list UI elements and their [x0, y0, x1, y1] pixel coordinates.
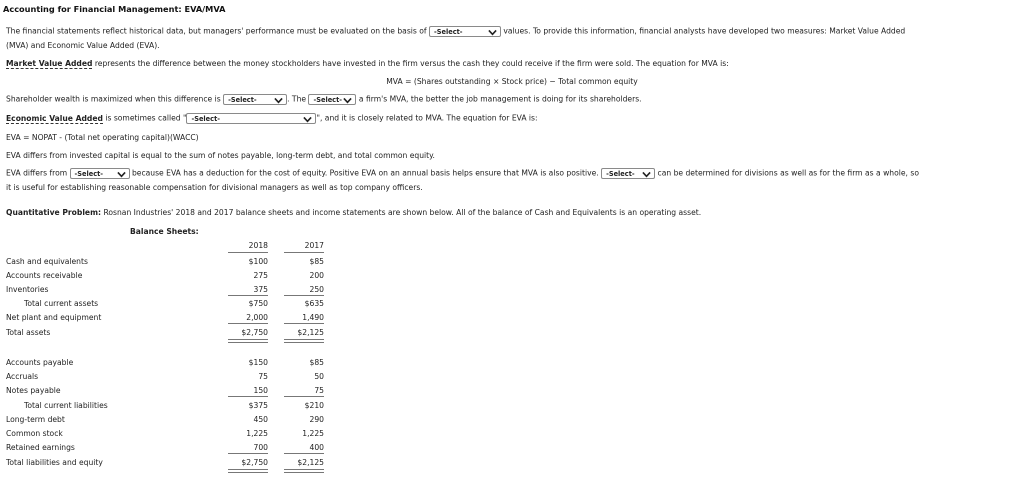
page-title: Accounting for Financial Management: EVA/MVA: [3, 4, 226, 14]
subtotal-rule: [228, 396, 268, 397]
value-2017: $210: [304, 401, 324, 410]
row-label: Accruals: [6, 372, 39, 381]
eva-text-before: is sometimes called ": [105, 113, 187, 123]
subtotal-rule: [284, 295, 324, 296]
value-2018: 275: [253, 271, 268, 280]
quantitative-text: Rosnan Industries' 2018 and 2017 balance sheets and income statements are shown below. All of the balance of Cash and Equivalents is an operating asset.: [103, 208, 702, 217]
intro-paragraph-line2: (MVA) and Economic Value Added (EVA).: [6, 41, 160, 50]
value-2018: 700: [253, 443, 268, 452]
value-2018: 2,000: [246, 313, 268, 322]
value-2018: 1,225: [246, 429, 268, 438]
quantitative-label: Quantitative Problem:: [6, 208, 102, 217]
column-header-2017: 2017: [304, 241, 324, 250]
value-2017: $85: [309, 257, 324, 266]
shareholder-wealth-line: [6, 94, 642, 105]
value-2017: $85: [309, 358, 324, 367]
total-double-rule: [284, 339, 324, 343]
total-double-rule: [228, 339, 268, 343]
total-double-rule: [228, 469, 268, 473]
value-2018: $150: [248, 358, 268, 367]
subtotal-rule: [284, 453, 324, 454]
balance-sheet-title: Balance Sheets:: [130, 227, 199, 236]
basis-values-select[interactable]: [429, 26, 501, 37]
mva-size-select[interactable]: [308, 94, 356, 105]
wealth-text-mid: . The: [287, 94, 307, 104]
intro-paragraph-line1: [6, 26, 905, 37]
row-label: Accounts receivable: [6, 271, 83, 280]
wealth-text-before: Shareholder wealth is maximized when this difference is: [6, 94, 221, 104]
invested-capital-text: EVA differs from invested capital is equal to the sum of notes payable, long-term debt, and total common equity.: [6, 151, 435, 160]
eva-differs-line1: [6, 168, 919, 179]
eva-differs-after: can be determined for divisions as well as for the firm as a whole, so: [657, 168, 919, 178]
eva-alias-select-value: -Select-: [191, 115, 220, 123]
total-double-rule: [284, 469, 324, 473]
eva-alias-select[interactable]: [186, 113, 316, 124]
value-2018: 450: [253, 415, 268, 424]
subtotal-rule: [228, 295, 268, 296]
eva-differs-line2: it is useful for establishing reasonable compensation for divisional managers as well as top company officers.: [6, 183, 423, 192]
value-2018: $100: [248, 257, 268, 266]
chevron-down-icon: [117, 171, 126, 178]
row-label: Notes payable: [6, 386, 61, 395]
quantitative-problem: [6, 208, 701, 217]
subtotal-rule: [284, 323, 324, 324]
eva-differs-select-value: -Select-: [74, 170, 104, 178]
mva-equation: MVA = (Shares outstanding × Stock price) − Total common equity: [386, 77, 638, 86]
value-2017: 400: [309, 443, 324, 452]
chevron-down-icon: [303, 116, 312, 123]
row-label: Net plant and equipment: [6, 313, 102, 322]
intro-text-before: The financial statements reflect historical data, but managers' performance must be evaluated on the basis of: [6, 26, 427, 36]
value-2017: $2,125: [297, 328, 324, 337]
row-label: Retained earnings: [6, 443, 75, 452]
row-label: Long-term debt: [6, 415, 65, 424]
chevron-down-icon: [343, 97, 352, 104]
row-label: Total liabilities and equity: [6, 458, 103, 467]
mva-definition-text: represents the difference between the money stockholders have invested in the firm versus the cash they could receive if the firm were sold. The equation for MVA is:: [94, 59, 729, 68]
value-2018: 150: [253, 386, 268, 395]
row-label: Inventories: [6, 285, 49, 294]
value-2017: 75: [314, 386, 324, 395]
row-label: Total current liabilities: [24, 401, 108, 410]
value-2017: $635: [304, 299, 324, 308]
eva-text-after: ", and it is closely related to MVA. The equation for EVA is:: [316, 113, 538, 123]
value-2017: 1,225: [302, 429, 324, 438]
eva-definition: [6, 113, 538, 124]
row-label: Accounts payable: [6, 358, 74, 367]
intro-text-after: values. To provide this information, financial analysts have developed two measures: Market Value Added: [503, 26, 906, 36]
row-label: Common stock: [6, 429, 63, 438]
mva-definition: [6, 59, 729, 68]
value-2017: 50: [314, 372, 324, 381]
eva-differs-select[interactable]: [70, 168, 130, 179]
value-2017: 290: [309, 415, 324, 424]
eva-differs-before: EVA differs from: [6, 168, 68, 178]
subtotal-rule: [228, 453, 268, 454]
wealth-text-after: a firm's MVA, the better the job management is doing for its shareholders.: [358, 94, 642, 104]
value-2018: 375: [253, 285, 268, 294]
value-2017: 200: [309, 271, 324, 280]
value-2017: 1,490: [302, 313, 324, 322]
mva-size-select-value: -Select-: [313, 96, 342, 104]
subtotal-rule: [228, 323, 268, 324]
value-2018: $375: [248, 401, 268, 410]
eva-differs-mid: because EVA has a deduction for the cost of equity. Positive EVA on an annual basis helps ensure that MVA is also positive.: [131, 168, 599, 178]
column-header-2018: 2018: [248, 241, 268, 250]
chevron-down-icon: [488, 29, 497, 36]
division-measure-select[interactable]: [601, 168, 655, 179]
value-2017: 250: [309, 285, 324, 294]
difference-select-value: -Select-: [228, 96, 257, 104]
difference-select[interactable]: [223, 94, 287, 105]
value-2018: $2,750: [241, 458, 268, 467]
division-measure-select-value: -Select-: [606, 170, 635, 178]
row-label: Total assets: [6, 328, 51, 337]
value-2018: 75: [258, 372, 268, 381]
value-2017: $2,125: [297, 458, 324, 467]
header-underline-2017: [284, 252, 324, 253]
value-2018: $2,750: [241, 328, 268, 337]
header-underline-2018: [228, 252, 268, 253]
subtotal-rule: [284, 396, 324, 397]
mva-term[interactable]: Market Value Added: [6, 59, 93, 68]
eva-equation: EVA = NOPAT - (Total net operating capital)(WACC): [6, 133, 199, 142]
row-label: Total current assets: [24, 299, 99, 308]
chevron-down-icon: [642, 171, 651, 178]
chevron-down-icon: [274, 97, 283, 104]
row-label: Cash and equivalents: [6, 257, 88, 266]
value-2018: $750: [248, 299, 268, 308]
eva-term[interactable]: Economic Value Added: [6, 113, 103, 123]
basis-values-select-value: -Select-: [434, 28, 463, 36]
